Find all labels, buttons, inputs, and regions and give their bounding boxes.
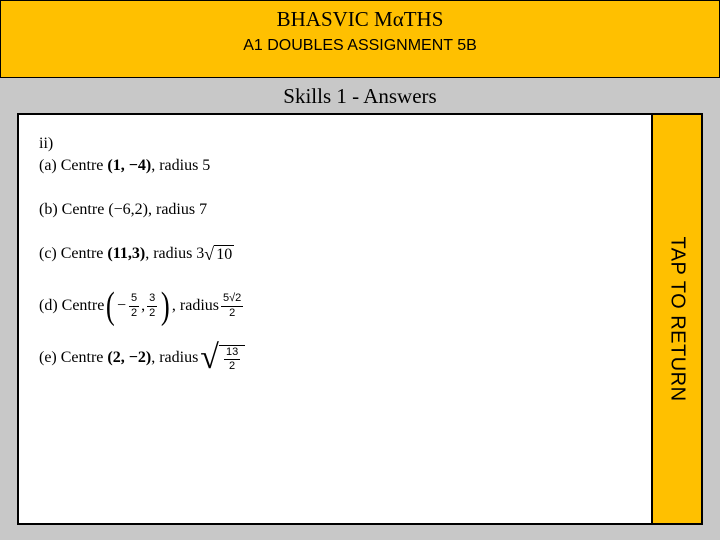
answer-c-prefix: (c) Centre — [39, 245, 104, 263]
sqrt-sign-icon: √ — [200, 339, 219, 376]
answer-c-mid: , radius — [145, 245, 193, 263]
section-title: Skills 1 - Answers — [283, 84, 437, 108]
answer-e-radius-sqrt — [200, 339, 245, 376]
answer-b-prefix: (b) Centre — [39, 201, 105, 218]
header-subtitle: A1 DOUBLES ASSIGNMENT 5B — [243, 37, 477, 54]
answer-a-mid: , radius — [151, 157, 199, 174]
answer-e-r-num: 13 — [224, 346, 240, 360]
answer-b-mid: , radius — [148, 201, 196, 218]
answer-b-centre: (−6,2) — [108, 201, 148, 218]
answer-c — [39, 245, 234, 264]
answer-d-y-den: 2 — [149, 306, 156, 319]
left-paren-icon: ( — [106, 285, 116, 327]
answers-panel — [17, 113, 653, 525]
tap-to-return-label: TAP TO RETURN — [666, 236, 689, 402]
answer-d-x-den: 2 — [131, 306, 138, 319]
answer-e-centre: (2, −2) — [107, 349, 152, 367]
right-paren-icon: ) — [161, 285, 171, 327]
answer-a-prefix: (a) Centre — [39, 157, 104, 174]
answer-e-prefix: (e) Centre — [39, 349, 104, 367]
answer-a-centre: (1, −4) — [107, 157, 152, 174]
answer-d-y-frac — [147, 292, 157, 319]
answer-d-x-sign: − — [116, 297, 126, 314]
answer-a-radius: 5 — [202, 157, 211, 174]
answer-c-radius-root: 10 — [216, 246, 233, 263]
answer-c-radius-coef: 3 — [196, 245, 205, 263]
answer-e — [39, 339, 245, 376]
answer-b — [39, 201, 207, 219]
answer-d-y-num: 3 — [147, 292, 157, 306]
answer-c-centre: (11,3) — [107, 245, 146, 263]
answer-d-r-den: 2 — [229, 306, 236, 319]
answer-d-prefix: (d) Centre — [39, 297, 105, 314]
answer-d-mid: , radius — [171, 297, 220, 314]
answer-a — [39, 157, 210, 175]
answer-d-radius-frac — [221, 292, 243, 319]
answer-b-radius: 7 — [199, 201, 208, 218]
radius-sqrt — [204, 245, 234, 264]
answer-d-x-num: 5 — [129, 292, 139, 306]
header-banner — [0, 0, 720, 78]
answer-e-mid: , radius — [151, 349, 199, 367]
answer-e-radius-frac — [224, 346, 240, 373]
part-label: ii) — [39, 135, 54, 152]
tap-to-return-button[interactable] — [651, 113, 703, 525]
sqrt-sign-icon: √ — [204, 244, 215, 264]
header-title: BHASVIC MαTHS — [276, 7, 444, 31]
answer-d-r-num: 5√2 — [221, 292, 243, 306]
answer-d-x-frac — [129, 292, 139, 319]
answer-d: (d) Centre ( − $\frac{5}{2}$ , $\frac{3}{2}$ ) , radius $\frac{5√2}{2}$ — [39, 285, 242, 327]
answer-e-radicand — [219, 345, 245, 373]
answer-e-r-den: 2 — [229, 360, 236, 373]
